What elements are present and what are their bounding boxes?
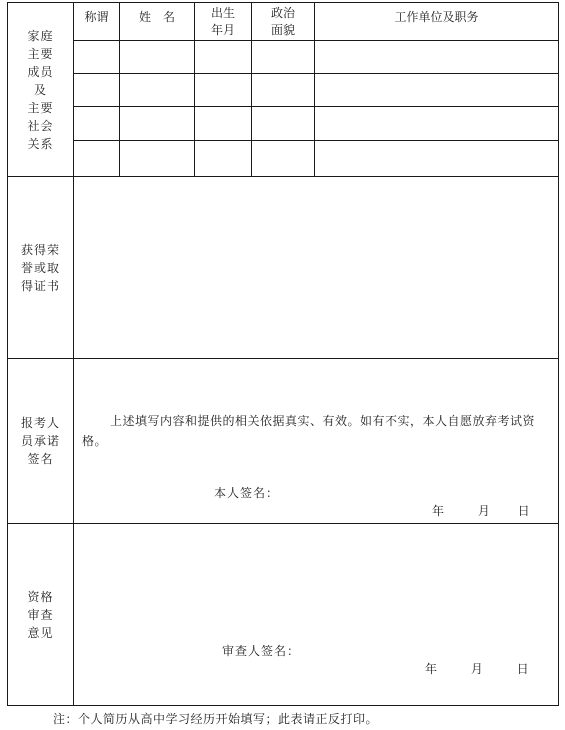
honors-row [8,177,559,359]
birth-header-line: 年月 [210,22,235,37]
political-header-line: 政治 [270,5,295,20]
family-label-line: 主要 [27,100,54,115]
name-header [120,3,195,41]
reviewer-signature-date [425,661,529,677]
name-field[interactable] [120,141,195,177]
birth-field[interactable] [195,74,252,107]
review-body [74,524,558,705]
commitment-body [74,359,558,523]
date-day-label: 日 [516,662,529,676]
birth-field[interactable] [195,141,252,177]
work-header-text: 工作单位及职务 [394,10,479,24]
commitment-section-label [8,359,74,524]
date-year-label: 年 [425,662,438,676]
family-label-line: 家庭 [27,28,54,43]
commitment-label-line: 报考人 [20,416,60,430]
family-label-line: 主要 [27,46,54,61]
political-field[interactable] [252,74,315,107]
family-label-line: 成员 [27,64,54,79]
work-field[interactable] [315,141,559,177]
honors-label-line: 获得荣 [20,242,60,257]
name-field[interactable] [120,74,195,107]
review-cell [74,524,559,706]
commitment-statement: 上述填写内容和提供的相关依据真实、有效。如有不实，本人自愿放弃考试资格。 [82,414,536,448]
honors-label-line: 得证书 [20,278,60,293]
relation-field[interactable] [74,41,120,74]
name-field[interactable] [120,41,195,74]
birth-field[interactable] [195,41,252,74]
family-member-row [8,107,559,141]
birth-header-line: 出生 [210,5,235,20]
family-label-line: 关系 [27,136,54,151]
family-member-row [8,74,559,107]
applicant-signature-label: 本人签名： [214,486,280,500]
review-label-line: 资格 [27,589,54,604]
political-field[interactable] [252,41,315,74]
relation-field[interactable] [74,74,120,107]
footnote: 注：个人简历从高中学习经历开始填写；此表请正反打印。 [53,712,379,726]
commitment-label-line: 员承诺 [20,434,60,448]
honors-label-line: 誉或取 [20,260,60,275]
relation-header-text: 称谓 [84,10,109,24]
registration-form-page [7,2,558,706]
commitment-label-line: 签名 [27,452,54,466]
family-member-row [8,141,559,177]
birth-header [195,3,252,41]
date-year-label: 年 [432,504,445,518]
reviewer-signature-label: 审查人签名： [222,644,301,658]
family-header-row [8,3,559,41]
date-month-label: 月 [470,662,483,676]
name-field[interactable] [120,107,195,141]
honors-field[interactable] [74,177,559,359]
birth-field[interactable] [195,107,252,141]
relation-header [74,3,120,41]
review-label-line: 意见 [27,625,54,640]
review-label-line: 审查 [27,607,54,622]
relation-field[interactable] [74,107,120,141]
work-field[interactable] [315,74,559,107]
political-field[interactable] [252,141,315,177]
commitment-row [8,359,559,524]
political-header [252,3,315,41]
work-field[interactable] [315,107,559,141]
family-section-label [8,3,74,177]
registration-form-table [7,2,559,706]
work-header [315,3,559,41]
review-row [8,524,559,706]
political-field[interactable] [252,107,315,141]
family-member-row [8,41,559,74]
applicant-signature-date [432,503,530,519]
honors-section-label [8,177,74,359]
name-header-text: 姓 名 [138,10,175,24]
review-section-label [8,524,74,706]
date-month-label: 月 [477,504,490,518]
relation-field[interactable] [74,141,120,177]
political-header-line: 面貌 [270,22,295,37]
family-label-line: 社会 [27,118,54,133]
family-label-line: 及 [33,82,47,97]
date-day-label: 日 [517,504,530,518]
work-field[interactable] [315,41,559,74]
commitment-cell [74,359,559,524]
